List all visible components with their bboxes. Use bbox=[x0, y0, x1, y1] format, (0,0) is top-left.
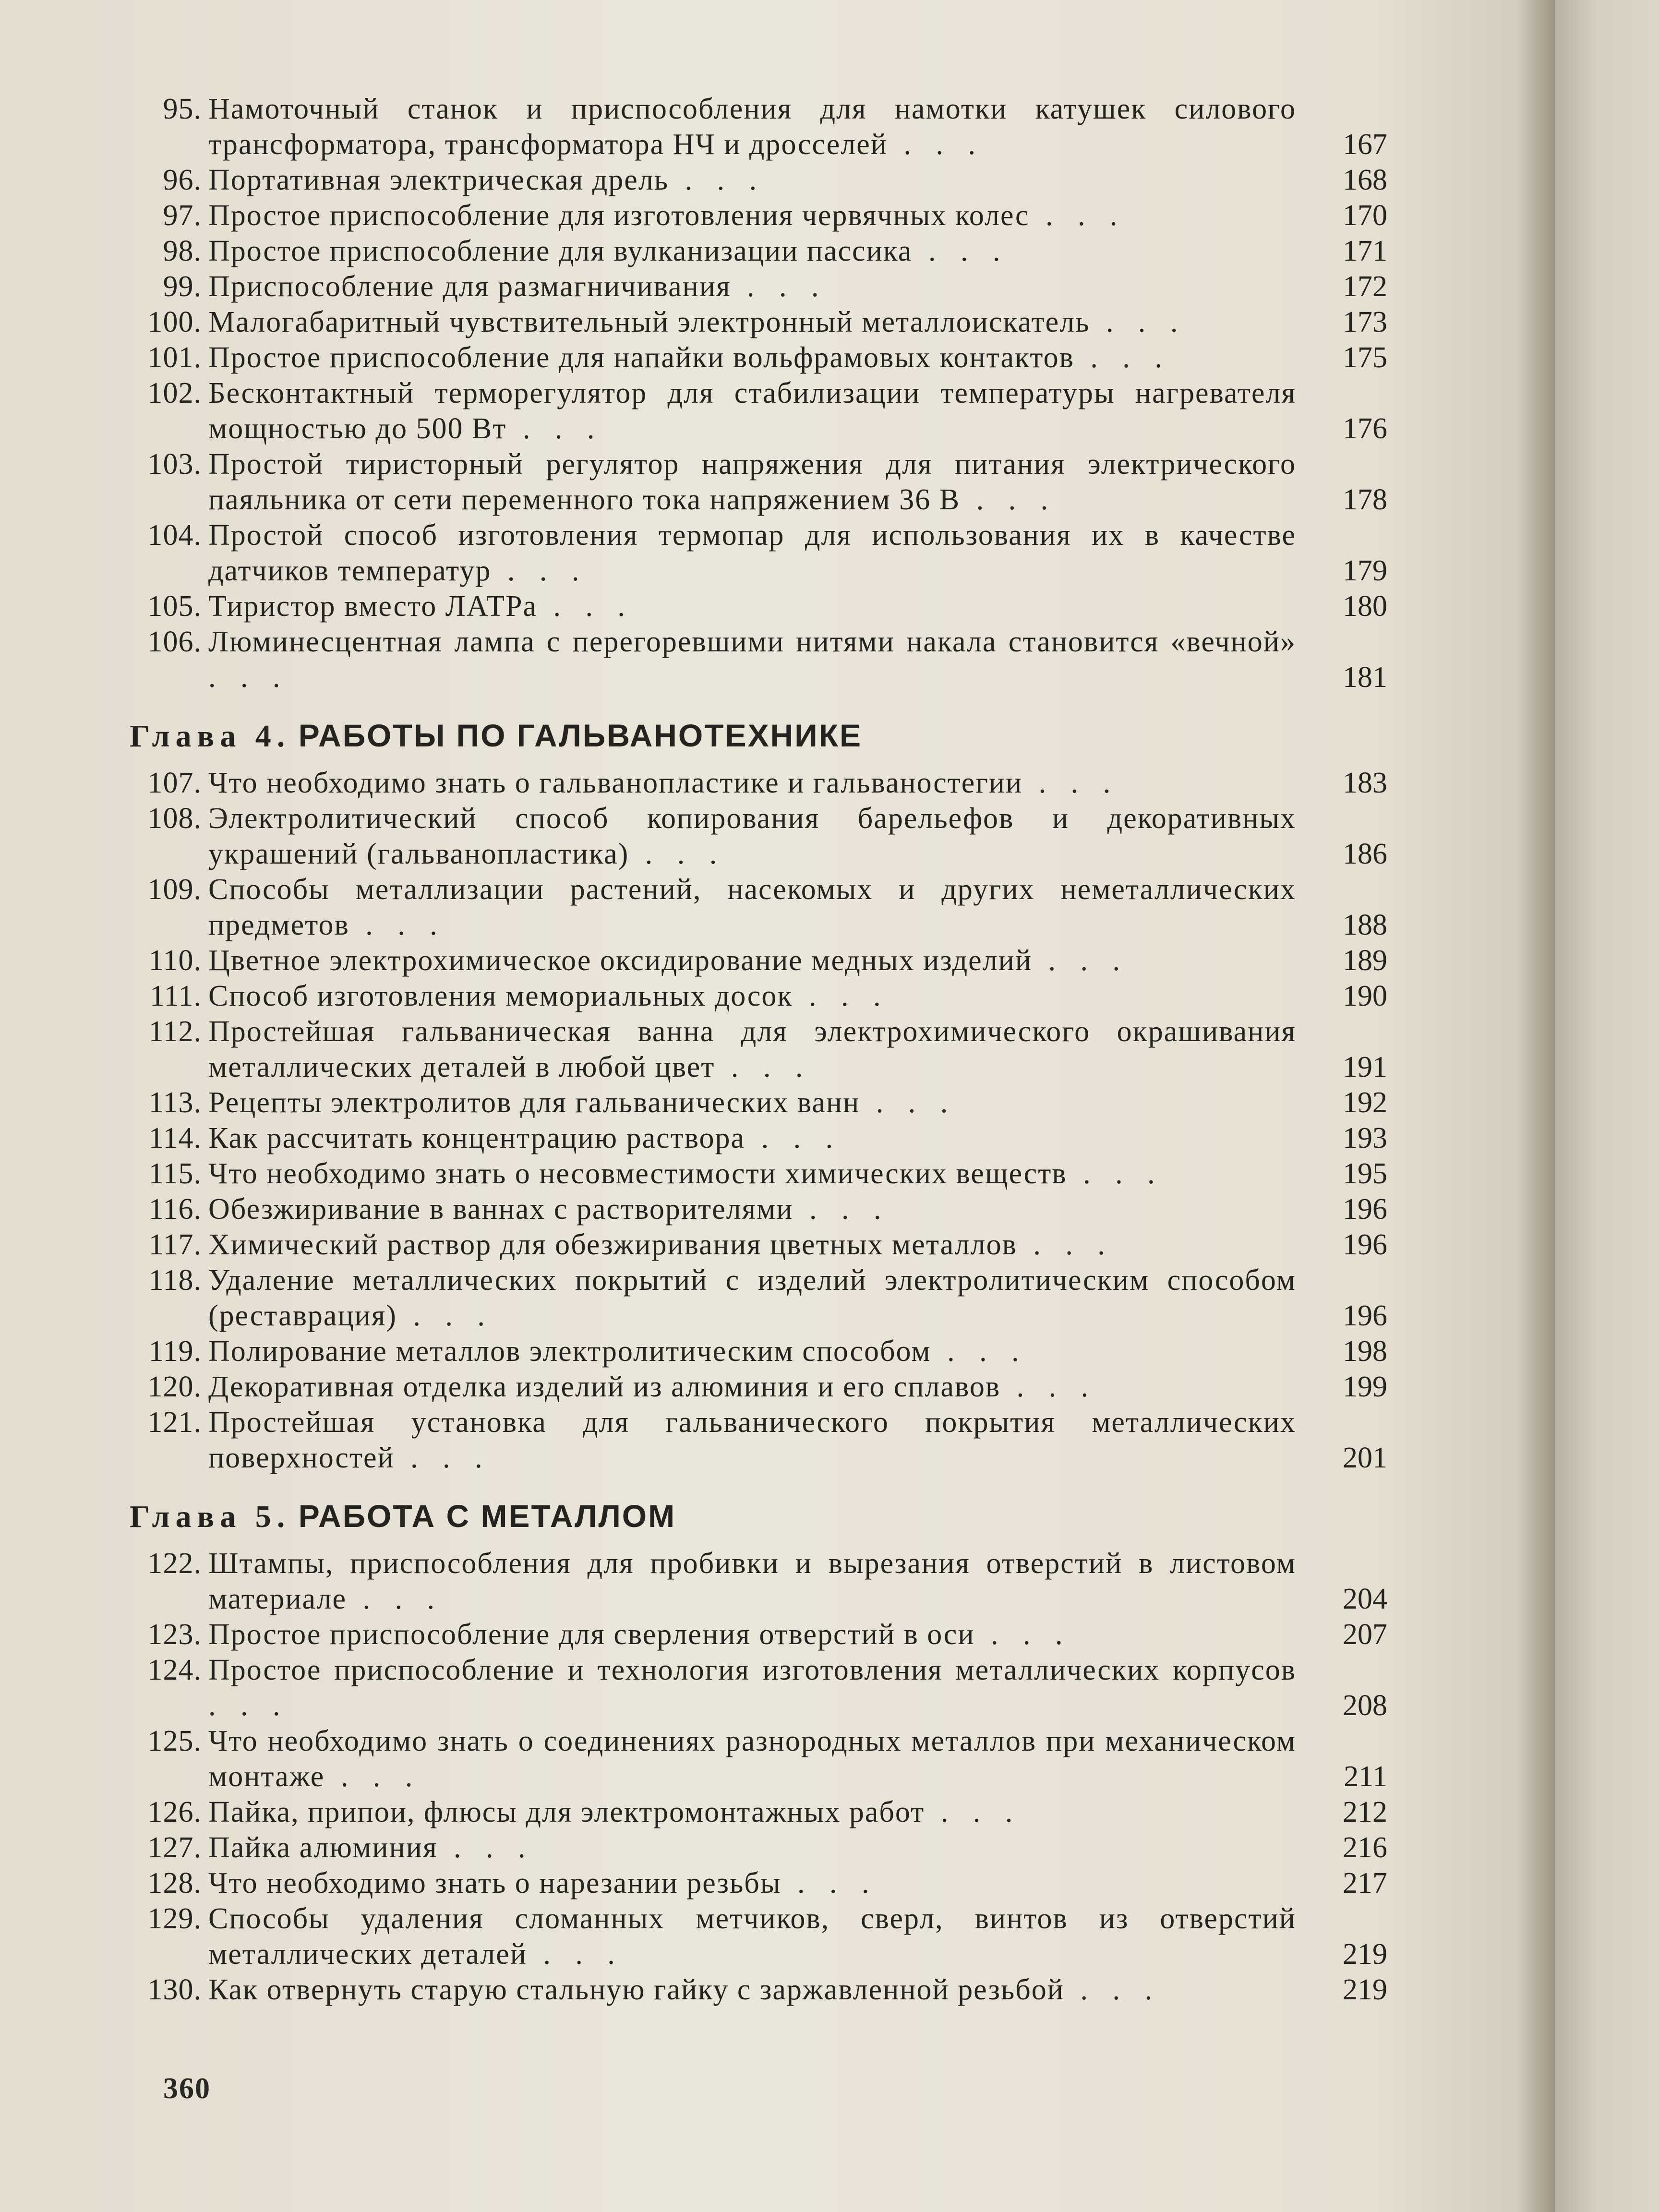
toc-entry bbox=[130, 1334, 1387, 1369]
toc-entry-title bbox=[208, 1652, 1310, 1723]
toc-entry bbox=[130, 872, 1387, 943]
toc-entry-title-text: Как отвернуть старую стальную гайку с заржавленной резьбой bbox=[208, 1973, 1064, 2006]
toc-entry-title bbox=[208, 198, 1310, 233]
toc-entry-number: 115. bbox=[148, 1157, 202, 1190]
toc-entry-title-text: Простое приспособление для вулканизации пассика bbox=[208, 235, 913, 267]
toc-leader-dots: . . . bbox=[912, 235, 1009, 267]
toc-entry-title-text: Пайка, припои, флюсы для электромонтажных работ bbox=[208, 1796, 925, 1828]
toc-entry-title bbox=[208, 446, 1310, 517]
toc-entry-number: 101. bbox=[147, 341, 202, 374]
toc-entry-title-text: Способ изготовления мемориальных досок bbox=[208, 980, 793, 1012]
toc-entry-title bbox=[208, 1865, 1310, 1901]
toc-leader-dots: . . . bbox=[931, 1335, 1028, 1368]
toc-entry bbox=[130, 1901, 1387, 1972]
toc-entry bbox=[130, 162, 1387, 198]
toc-entry-title bbox=[208, 1901, 1310, 1972]
toc-entry-page: 211 bbox=[1344, 1760, 1387, 1793]
toc-entry-title-text: Что необходимо знать о соединениях разнородных металлов при механическом монтаже bbox=[208, 1725, 1296, 1793]
book-gutter-shadow bbox=[1517, 0, 1555, 2212]
toc-entry bbox=[130, 517, 1387, 589]
toc-leader-dots: . . . bbox=[394, 1442, 491, 1474]
toc-entry-number: 123. bbox=[147, 1618, 202, 1651]
toc-entry-title bbox=[208, 765, 1310, 801]
toc-entry bbox=[130, 198, 1387, 233]
toc-entry-title bbox=[208, 589, 1310, 624]
chapter-heading-5 bbox=[130, 1497, 1387, 1536]
toc-entry-number: 109. bbox=[147, 873, 202, 906]
toc-entry-number: 105. bbox=[147, 590, 202, 623]
toc-entry bbox=[130, 375, 1387, 446]
toc-entry-title bbox=[208, 1156, 1310, 1191]
toc-entry-title bbox=[208, 1262, 1310, 1334]
toc-entry-page: 179 bbox=[1343, 554, 1387, 587]
toc-entry-title bbox=[208, 1120, 1310, 1156]
toc-entry-title-text: Портативная электрическая дрель bbox=[208, 164, 669, 196]
toc-entry-page: 196 bbox=[1343, 1299, 1387, 1332]
toc-entry bbox=[130, 1830, 1387, 1865]
toc-entry bbox=[130, 1227, 1387, 1262]
toc-entry-number: 130. bbox=[147, 1973, 202, 2006]
toc-entry-title-text: Пайка алюминия bbox=[208, 1831, 438, 1864]
toc-entry-title-text: Что необходимо знать о гальванопластике и гальваностегии bbox=[208, 767, 1023, 799]
toc-leader-dots: . . . bbox=[1067, 1157, 1164, 1190]
toc-entry-page: 181 bbox=[1343, 661, 1387, 694]
toc-entry-title-text: Намоточный станок и приспособления для намотки катушек силового трансформатора, трансформатора НЧ и дросселей bbox=[208, 93, 1296, 161]
toc-entry-title-text: Тиристор вместо ЛАТРа bbox=[208, 590, 538, 623]
toc-entry-page: 188 bbox=[1343, 909, 1387, 941]
toc-entry bbox=[130, 233, 1387, 269]
toc-entry-title-text: Простое приспособление и технология изготовления металлических корпусов bbox=[208, 1654, 1296, 1686]
toc-entry bbox=[130, 624, 1387, 695]
toc-entry-page: 167 bbox=[1343, 128, 1387, 161]
toc-leader-dots: . . . bbox=[860, 1086, 957, 1119]
toc-entry-page: 196 bbox=[1343, 1193, 1387, 1226]
toc-entry-title-text: Способы металлизации растений, насекомых и других неметаллических предметов bbox=[208, 873, 1296, 941]
toc-entry-number: 126. bbox=[147, 1796, 202, 1828]
toc-entry-number: 108. bbox=[147, 802, 202, 835]
toc-entry-title-text: Обезжиривание в ваннах с растворителями bbox=[208, 1193, 793, 1226]
toc-entry-page: 207 bbox=[1343, 1618, 1387, 1651]
toc-entry-page: 192 bbox=[1343, 1086, 1387, 1119]
toc-leader-dots: . . . bbox=[745, 1122, 842, 1154]
toc-entry-title-text: Рецепты электролитов для гальванических ванн bbox=[208, 1086, 860, 1119]
toc-entry bbox=[130, 1972, 1387, 2008]
toc-entry-title-text: Малогабаритный чувствительный электронный металлоискатель bbox=[208, 306, 1090, 338]
toc-entry bbox=[130, 304, 1387, 340]
toc-entry-title-text: Штампы, приспособления для пробивки и вырезания отверстий в листовом материале bbox=[208, 1547, 1296, 1615]
toc-entry-title-text: Простое приспособление для изготовления червячных колес bbox=[208, 199, 1030, 232]
toc-entry-title bbox=[208, 1723, 1310, 1794]
toc-entry bbox=[130, 1191, 1387, 1227]
toc-entry-title-text: Цветное электрохимическое оксидирование медных изделий bbox=[208, 944, 1033, 977]
toc-entry-title bbox=[208, 233, 1310, 269]
toc-entry bbox=[130, 1085, 1387, 1120]
toc-entry-title bbox=[208, 1191, 1310, 1227]
toc-leader-dots: . . . bbox=[349, 909, 446, 941]
toc-entry bbox=[130, 1546, 1387, 1617]
toc-entry-title-text: Что необходимо знать о нарезании резьбы bbox=[208, 1867, 781, 1899]
toc-entry-title bbox=[208, 872, 1310, 943]
toc-entry-title-text: Простое приспособление для сверления отверстий в оси bbox=[208, 1618, 975, 1651]
toc-entry-title-text: Как рассчитать концентрацию раствора bbox=[208, 1122, 745, 1154]
toc-entry-number: 102. bbox=[147, 377, 202, 409]
toc-entry-page: 201 bbox=[1343, 1442, 1387, 1474]
toc-entry-title-text: Удаление металлических покрытий с изделий электролитическим способом (реставрация) bbox=[208, 1264, 1296, 1332]
toc-leader-dots: . . . bbox=[974, 1618, 1071, 1651]
table-of-contents bbox=[130, 91, 1387, 2008]
toc-leader-dots: . . . bbox=[397, 1299, 493, 1332]
toc-entry-title bbox=[208, 517, 1310, 589]
toc-leader-dots: . . . bbox=[437, 1831, 534, 1864]
toc-entry-page: 196 bbox=[1343, 1228, 1387, 1261]
toc-section-chapter5 bbox=[130, 1546, 1387, 2008]
toc-entry-page: 189 bbox=[1343, 944, 1387, 977]
toc-leader-dots: . . . bbox=[1022, 767, 1119, 799]
toc-entry-title bbox=[208, 1369, 1310, 1405]
toc-entry bbox=[130, 91, 1387, 162]
toc-entry-number: 100. bbox=[147, 306, 202, 338]
toc-entry-title bbox=[208, 91, 1310, 162]
toc-entry-page: 216 bbox=[1343, 1831, 1387, 1864]
toc-entry-page: 183 bbox=[1343, 767, 1387, 799]
toc-entry-number: 116. bbox=[148, 1193, 202, 1226]
toc-entry-number: 128. bbox=[147, 1867, 202, 1899]
toc-entry-title-text: Люминесцентная лампа с перегоревшими нитями накала становится «вечной» bbox=[208, 625, 1296, 658]
toc-leader-dots: . . . bbox=[325, 1760, 421, 1793]
toc-leader-dots: . . . bbox=[1074, 341, 1171, 374]
chapter-title: РАБОТА С МЕТАЛЛОМ bbox=[298, 1498, 676, 1534]
toc-entry-number: 99. bbox=[163, 270, 202, 303]
chapter-title: РАБОТЫ ПО ГАЛЬВАНОТЕХНИКЕ bbox=[298, 718, 863, 753]
toc-entry-page: 176 bbox=[1343, 412, 1387, 445]
toc-entry-page: 217 bbox=[1343, 1867, 1387, 1899]
toc-entry-title bbox=[208, 978, 1310, 1014]
toc-leader-dots: . . . bbox=[506, 412, 603, 445]
toc-entry-number: 113. bbox=[148, 1086, 202, 1119]
toc-leader-dots: . . . bbox=[731, 270, 828, 303]
toc-leader-dots: . . . bbox=[1064, 1973, 1161, 2006]
toc-entry-page: 204 bbox=[1343, 1583, 1387, 1615]
toc-entry-title bbox=[208, 943, 1310, 978]
toc-entry bbox=[130, 589, 1387, 624]
toc-entry-page: 219 bbox=[1343, 1973, 1387, 2006]
toc-entry-title bbox=[208, 1546, 1310, 1617]
toc-entry bbox=[130, 1617, 1387, 1652]
toc-entry bbox=[130, 765, 1387, 801]
toc-leader-dots: . . . bbox=[1090, 306, 1187, 338]
toc-leader-dots: . . . bbox=[793, 980, 890, 1012]
toc-entry-page: 175 bbox=[1343, 341, 1387, 374]
toc-entry-number: 125. bbox=[147, 1725, 202, 1757]
toc-entry-title-text: Декоративная отделка изделий из алюминия и его сплавов bbox=[208, 1370, 1001, 1403]
toc-entry-number: 122. bbox=[147, 1547, 202, 1580]
toc-entry-page: 191 bbox=[1343, 1051, 1387, 1083]
toc-entry-number: 107. bbox=[147, 767, 202, 799]
chapter-label: Глава 4. bbox=[130, 719, 291, 754]
toc-entry-title-text: Химический раствор для обезжиривания цветных металлов bbox=[208, 1228, 1017, 1261]
toc-entry-page: 195 bbox=[1343, 1157, 1387, 1190]
toc-entry-title bbox=[208, 624, 1310, 695]
toc-entry-number: 124. bbox=[147, 1654, 202, 1686]
toc-entry bbox=[130, 1120, 1387, 1156]
toc-entry-number: 97. bbox=[163, 199, 202, 232]
toc-entry bbox=[130, 1405, 1387, 1476]
page-number: 360 bbox=[163, 2072, 211, 2105]
toc-entry-page: 193 bbox=[1343, 1122, 1387, 1154]
toc-entry-title-text: Полирование металлов электролитическим способом bbox=[208, 1335, 931, 1368]
toc-entry-number: 106. bbox=[147, 625, 202, 658]
toc-entry-page: 208 bbox=[1343, 1689, 1387, 1722]
toc-entry-title-text: Простейшая установка для гальванического покрытия металлических поверхностей bbox=[208, 1406, 1296, 1474]
toc-entry-title-text: Простой тиристорный регулятор напряжения для питания электрического паяльника от сети переменного тока напряжением 36 В bbox=[208, 448, 1296, 516]
toc-entry-number: 111. bbox=[150, 980, 202, 1012]
toc-entry-title bbox=[208, 1334, 1310, 1369]
toc-entry-title bbox=[208, 1617, 1310, 1652]
toc-entry-number: 103. bbox=[147, 448, 202, 481]
toc-entry-number: 129. bbox=[147, 1902, 202, 1935]
toc-leader-dots: . . . bbox=[537, 590, 634, 623]
toc-entry-number: 121. bbox=[147, 1406, 202, 1439]
toc-entry-title bbox=[208, 304, 1310, 340]
toc-leader-dots: . . . bbox=[669, 164, 766, 196]
toc-entry-title bbox=[208, 269, 1310, 304]
toc-entry-number: 96. bbox=[163, 164, 202, 196]
toc-entry bbox=[130, 1369, 1387, 1405]
toc-leader-dots: . . . bbox=[960, 483, 1057, 516]
toc-entry-title-text: Электролитический способ копирования барельефов и декоративных украшений (гальванопластика) bbox=[208, 802, 1296, 870]
toc-entry-page: 186 bbox=[1343, 838, 1387, 870]
toc-entry-number: 117. bbox=[148, 1228, 202, 1261]
toc-entry-number: 112. bbox=[148, 1015, 202, 1048]
toc-entry bbox=[130, 1014, 1387, 1085]
toc-entry-number: 127. bbox=[147, 1831, 202, 1864]
toc-entry-title bbox=[208, 1830, 1310, 1865]
toc-entry bbox=[130, 801, 1387, 872]
toc-entry-number: 114. bbox=[148, 1122, 202, 1154]
toc-entry-title bbox=[208, 162, 1310, 198]
toc-entry-page: 198 bbox=[1343, 1335, 1387, 1368]
toc-entry-title-text: Простое приспособление для напайки вольфрамовых контактов bbox=[208, 341, 1074, 374]
toc-leader-dots: . . . bbox=[527, 1938, 624, 1971]
toc-entry-page: 172 bbox=[1343, 270, 1387, 303]
toc-entry bbox=[130, 1156, 1387, 1191]
toc-entry-number: 104. bbox=[147, 519, 202, 552]
toc-entry-number: 95. bbox=[163, 93, 202, 125]
toc-entry-page: 199 bbox=[1343, 1370, 1387, 1403]
toc-section-chapter3-tail bbox=[130, 91, 1387, 695]
toc-entry-page: 170 bbox=[1343, 199, 1387, 232]
toc-leader-dots: . . . bbox=[1032, 944, 1129, 977]
toc-entry-title bbox=[208, 1405, 1310, 1476]
toc-entry-title bbox=[208, 1972, 1310, 2008]
toc-leader-dots: . . . bbox=[491, 554, 588, 587]
toc-entry-title-text: Приспособление для размагничивания bbox=[208, 270, 731, 303]
toc-leader-dots: . . . bbox=[1000, 1370, 1097, 1403]
toc-entry-title bbox=[208, 1014, 1310, 1085]
toc-entry-page: 180 bbox=[1343, 590, 1387, 623]
toc-entry-page: 178 bbox=[1343, 483, 1387, 516]
toc-entry-page: 219 bbox=[1343, 1938, 1387, 1971]
toc-entry bbox=[130, 1865, 1387, 1901]
toc-entry-number: 110. bbox=[148, 944, 202, 977]
toc-entry-page: 212 bbox=[1343, 1796, 1387, 1828]
toc-leader-dots: . . . bbox=[887, 128, 984, 161]
toc-entry-title bbox=[208, 1227, 1310, 1262]
toc-leader-dots: . . . bbox=[208, 661, 289, 694]
toc-entry-title-text: Что необходимо знать о несовместимости химических веществ bbox=[208, 1157, 1067, 1190]
toc-leader-dots: . . . bbox=[629, 838, 726, 870]
toc-leader-dots: . . . bbox=[925, 1796, 1022, 1828]
toc-entry-number: 118. bbox=[148, 1264, 202, 1297]
toc-entry-title-text: Простейшая гальваническая ванна для электрохимического окрашивания металлических деталей в любой цвет bbox=[208, 1015, 1296, 1083]
chapter-heading-4 bbox=[130, 716, 1387, 756]
toc-section-chapter4 bbox=[130, 765, 1387, 1476]
toc-entry-title bbox=[208, 375, 1310, 446]
toc-entry-number: 119. bbox=[148, 1335, 202, 1368]
toc-entry bbox=[130, 1652, 1387, 1723]
toc-entry-number: 120. bbox=[147, 1370, 202, 1403]
toc-leader-dots: . . . bbox=[208, 1689, 289, 1722]
toc-entry bbox=[130, 943, 1387, 978]
toc-leader-dots: . . . bbox=[1029, 199, 1126, 232]
toc-entry bbox=[130, 1794, 1387, 1830]
toc-entry bbox=[130, 1723, 1387, 1794]
toc-leader-dots: . . . bbox=[781, 1867, 878, 1899]
toc-entry-title-text: Простой способ изготовления термопар для использования их в качестве датчиков температур bbox=[208, 519, 1296, 587]
toc-entry bbox=[130, 978, 1387, 1014]
toc-entry-number: 98. bbox=[163, 235, 202, 267]
toc-leader-dots: . . . bbox=[1017, 1228, 1114, 1261]
toc-entry-page: 171 bbox=[1343, 235, 1387, 267]
toc-entry-title-text: Бесконтактный терморегулятор для стабилизации температуры нагревателя мощностью до 500 Вт bbox=[208, 377, 1296, 445]
toc-entry bbox=[130, 269, 1387, 304]
toc-entry bbox=[130, 446, 1387, 517]
toc-entry-title bbox=[208, 1794, 1310, 1830]
toc-entry-page: 190 bbox=[1343, 980, 1387, 1012]
toc-entry-page: 173 bbox=[1343, 306, 1387, 338]
toc-leader-dots: . . . bbox=[715, 1051, 812, 1083]
toc-entry bbox=[130, 340, 1387, 375]
toc-entry bbox=[130, 1262, 1387, 1334]
adjacent-page-edge bbox=[1555, 0, 1659, 2212]
toc-leader-dots: . . . bbox=[347, 1583, 444, 1615]
toc-entry-title bbox=[208, 1085, 1310, 1120]
toc-entry-page: 168 bbox=[1343, 164, 1387, 196]
chapter-label: Глава 5. bbox=[130, 1499, 291, 1534]
toc-entry-title bbox=[208, 801, 1310, 872]
toc-leader-dots: . . . bbox=[793, 1193, 890, 1226]
toc-entry-title bbox=[208, 340, 1310, 375]
toc-entry-title-text: Способы удаления сломанных метчиков, сверл, винтов из отверстий металлических деталей bbox=[208, 1902, 1296, 1971]
